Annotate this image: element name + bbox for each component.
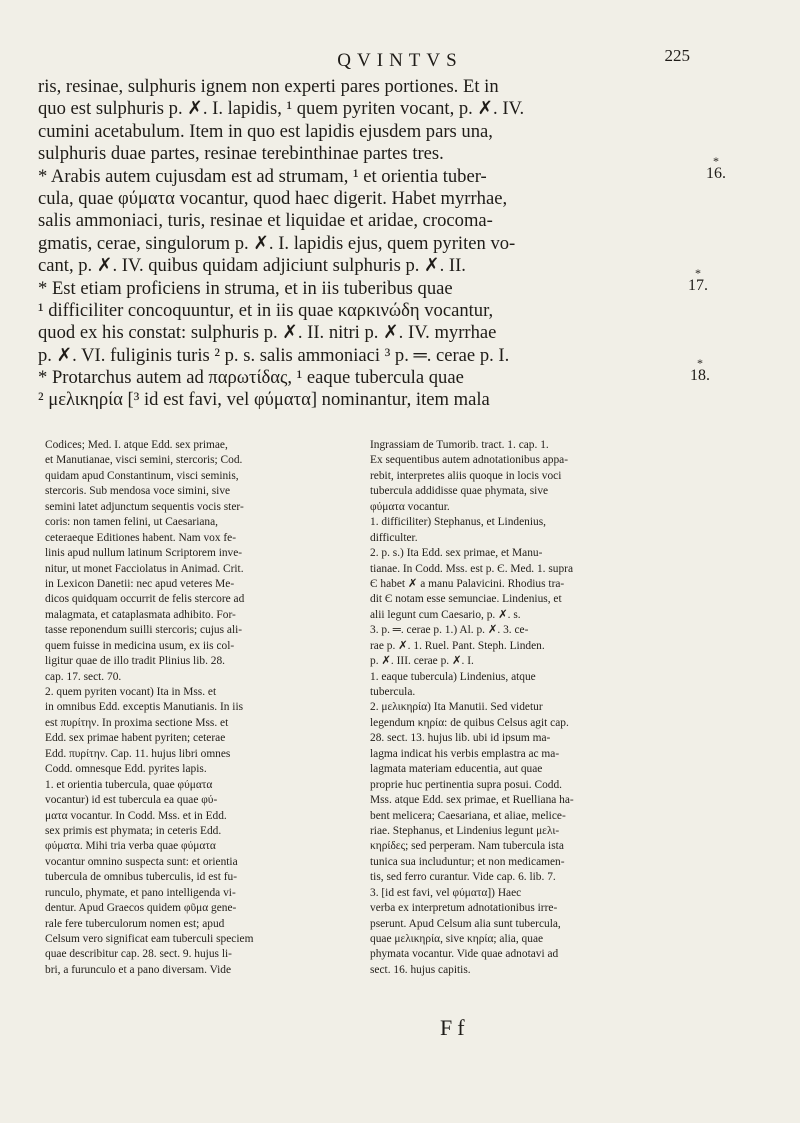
main-line: ¹ difficiliter concoquuntur, et in iis quae καρκινώδη vocantur, (38, 299, 494, 321)
note-line: rae p. ✗. 1. Ruel. Pant. Steph. Linden. (370, 639, 545, 652)
page-number: 225 (664, 46, 690, 65)
running-head: QVINTVS (337, 50, 463, 71)
note-line: coris: non tamen felini, ut Caesariana, (45, 516, 219, 529)
note-line: tubercula. (370, 686, 416, 698)
note-line: ματα vocantur. In Codd. Mss. et in Edd. (45, 809, 227, 822)
note-line: runculo, phymate, et pano intelligenda vi- (45, 886, 236, 899)
main-line: quo est sulphuris p. ✗. I. lapidis, ¹ quem pyriten vocant, p. ✗. IV. (38, 98, 525, 120)
asterisk-mark: * (697, 356, 703, 370)
note-line: rebit, interpretes aliis quoque in locis voci (370, 469, 562, 482)
note-line: rale fere tuberculorum nomen est; apud (45, 917, 225, 930)
note-line: 2. p. s.) Ita Edd. sex primae, et Manu- (370, 547, 543, 560)
note-line: φύματα vocantur. (370, 500, 450, 513)
note-line: 1. et orientia tubercula, quae φύματα (45, 778, 213, 791)
note-line: verba ex interpretum adnotationibus irre- (370, 902, 558, 915)
note-line: proprie huc pertinentia supra posui. Codd. (370, 778, 563, 791)
note-line: in omnibus Edd. exceptis Manutianis. In iis (45, 701, 244, 714)
margin-chapter-number: * 16. (706, 154, 726, 182)
note-line: Edd. sex primae habent pyriten; ceterae (45, 732, 226, 745)
note-line: 3. [id est favi, vel φύματα]) Haec (370, 886, 522, 899)
main-line: p. ✗. VI. fuliginis turis ² p. s. salis ammoniaci ³ p. ═. cerae p. I. (38, 344, 510, 366)
note-line: Celsum vero significat eam tuberculi speciem (45, 933, 254, 945)
main-line: * Arabis autem cujusdam est ad strumam, ¹ et orientia tuber- (38, 165, 487, 187)
main-line: quod ex his constat: sulphuris p. ✗. II. nitri p. ✗. IV. myrrhae (38, 322, 497, 344)
note-line: difficulter. (370, 531, 418, 544)
main-line: cumini acetabulum. Item in quo est lapidis ejusdem pars una, (38, 120, 493, 142)
note-line: phymata vocantur. Vide quae adnotavi ad (370, 948, 559, 961)
note-line: quae describitur cap. 28. sect. 9. hujus li- (45, 948, 232, 961)
footnotes-right-column (370, 438, 705, 978)
main-line: * Est etiam proficiens in struma, et in iis tuberibus quae (38, 277, 453, 299)
note-line: φύματα. Mihi tria verba quae φύματα (45, 840, 216, 853)
note-line: quem fuisse in medicina usum, ex iis col- (45, 639, 235, 652)
note-line: dit Є notam esse semunciae. Lindenius, et (370, 593, 562, 606)
note-line: quidam apud Constantinum, visci seminis, (45, 469, 239, 482)
note-line: legendum κηρία: de quibus Celsus agit cap. (370, 716, 569, 729)
note-line: dentur. Apud Graecos quidem φῦμα gene- (45, 902, 237, 915)
note-line: Mss. atque Edd. sex primae, et Ruelliana ha- (370, 794, 574, 807)
main-line: cula, quae φύματα vocantur, quod haec digerit. Habet myrrhae, (38, 187, 508, 209)
note-line: Codd. omnesque Edd. pyrites lapis. (45, 763, 207, 776)
main-line: ² μελικηρία [³ id est favi, vel φύματα] nominantur, item mala (38, 389, 490, 411)
main-line: cant, p. ✗. IV. quibus quidam adjiciunt sulphuris p. ✗. II. (38, 255, 466, 277)
note-line: 28. sect. 13. hujus lib. ubi id ipsum ma- (370, 732, 551, 745)
note-line: tubercula addidisse quae phymata, sive (370, 485, 549, 498)
note-line: sex primis est phymata; in ceteris Edd. (45, 824, 222, 837)
main-line: sulphuris duae partes, resinae terebinthinae partes tres. (38, 143, 444, 165)
margin-chapter-number: * 18. (690, 356, 710, 384)
note-line: Codices; Med. I. atque Edd. sex primae, (45, 439, 228, 451)
margin-chapter-number: * 17. (688, 266, 708, 294)
note-line: vocantur omnino suspecta sunt: et orientia (45, 855, 238, 868)
note-line: p. ✗. III. cerae p. ✗. I. (370, 655, 474, 668)
note-line: tis, sed ferro curantur. Vide cap. 6. lib. 7. (370, 871, 556, 884)
gathering-signature: Ff (440, 1015, 470, 1040)
note-line: Ex sequentibus autem adnotationibus appa- (370, 454, 569, 467)
note-line: ceteraeque Editiones habent. Nam vox fe- (45, 531, 237, 544)
note-line: alii legunt cum Caesario, p. ✗. s. (370, 608, 521, 621)
asterisk-mark: * (695, 266, 701, 280)
note-line: dicos quidquam occurrit de felis stercore ad (45, 593, 245, 606)
note-line: tianae. In Codd. Mss. est p. Є. Med. 1. supra (370, 562, 574, 575)
note-line: 3. p. ═. cerae p. 1.) Al. p. ✗. 3. ce- (370, 624, 529, 637)
note-line: 2. μελικηρία) Ita Manutii. Sed videtur (370, 701, 543, 714)
note-line: riae. Stephanus, et Lindenius legunt μελι- (370, 824, 560, 837)
main-line: salis ammoniaci, turis, resinae et liquidae et aridae, crocoma- (38, 210, 493, 232)
asterisk-mark: * (713, 154, 719, 168)
note-line: stercoris. Sub mendosa voce simini, sive (45, 485, 231, 498)
note-line: ligitur quae de illo tradit Plinius lib. 28. (45, 655, 226, 668)
main-line: ris, resinae, sulphuris ignem non experti pares portiones. Et in (38, 76, 499, 97)
note-line: 2. quem pyriten vocant) Ita in Mss. et (45, 686, 217, 698)
note-line: cap. 17. sect. 70. (45, 670, 122, 683)
note-line: bent melicera; Caesariana, et aliae, melice- (370, 809, 566, 822)
note-line: et Manutianae, visci semini, stercoris; Cod. (45, 454, 243, 467)
note-line: vocantur) id est tubercula ea quae φύ- (45, 794, 218, 807)
note-line: tunica sua includuntur; et non medicamen- (370, 855, 565, 868)
note-line: tubercula de omnibus tuberculis, id est fu- (45, 871, 238, 884)
note-line: semini latet adjunctum sequentis vocis ster- (45, 500, 244, 513)
note-line: nitur, ut monet Facciolatus in Animad. Crit. (45, 562, 244, 575)
note-line: malagmata, et cataplasmata adhibito. For- (45, 608, 236, 621)
footnotes-left-column (45, 438, 357, 978)
note-line: Є habet ✗ a manu Palavicini. Rhodius tra- (370, 577, 565, 590)
main-line: * Protarchus autem ad παρωτίδας, ¹ eaque tubercula quae (38, 367, 464, 389)
note-line: tasse reponendum suilli stercoris; cujus ali- (45, 624, 243, 637)
note-line: 1. difficiliter) Stephanus, et Lindenius, (370, 516, 546, 529)
main-line: gmatis, cerae, singulorum p. ✗. I. lapidis ejus, quem pyriten vo- (38, 232, 516, 254)
note-line: quae μελικηρία, sive κηρία; alia, quae (370, 933, 544, 945)
note-line: 1. eaque tubercula) Lindenius, atque (370, 670, 536, 683)
note-line: lagma indicat his verbis emplastra ac ma- (370, 747, 560, 760)
note-line: lagmata materiam educentia, aut quae (370, 763, 543, 776)
note-line: Ingrassiam de Tumorib. tract. 1. cap. 1. (370, 439, 549, 451)
note-line: κηρίδες; sed perperam. Nam tubercula ista (370, 840, 564, 853)
note-line: linis apud nullum latinum Scriptorem inve- (45, 547, 243, 560)
note-line: Edd. πυρίτην. Cap. 11. hujus libri omnes (45, 747, 231, 760)
note-line: in Lexicon Danetii: nec apud veteres Me- (45, 577, 235, 590)
main-text (38, 76, 698, 412)
note-line: bri, a furunculo et a pano diversam. Vide (45, 963, 232, 976)
note-line: pserunt. Apud Celsum alia sunt tubercula, (370, 917, 561, 930)
note-line: sect. 16. hujus capitis. (370, 963, 471, 976)
note-line: est πυρίτην. In proxima sectione Mss. et (45, 716, 229, 729)
